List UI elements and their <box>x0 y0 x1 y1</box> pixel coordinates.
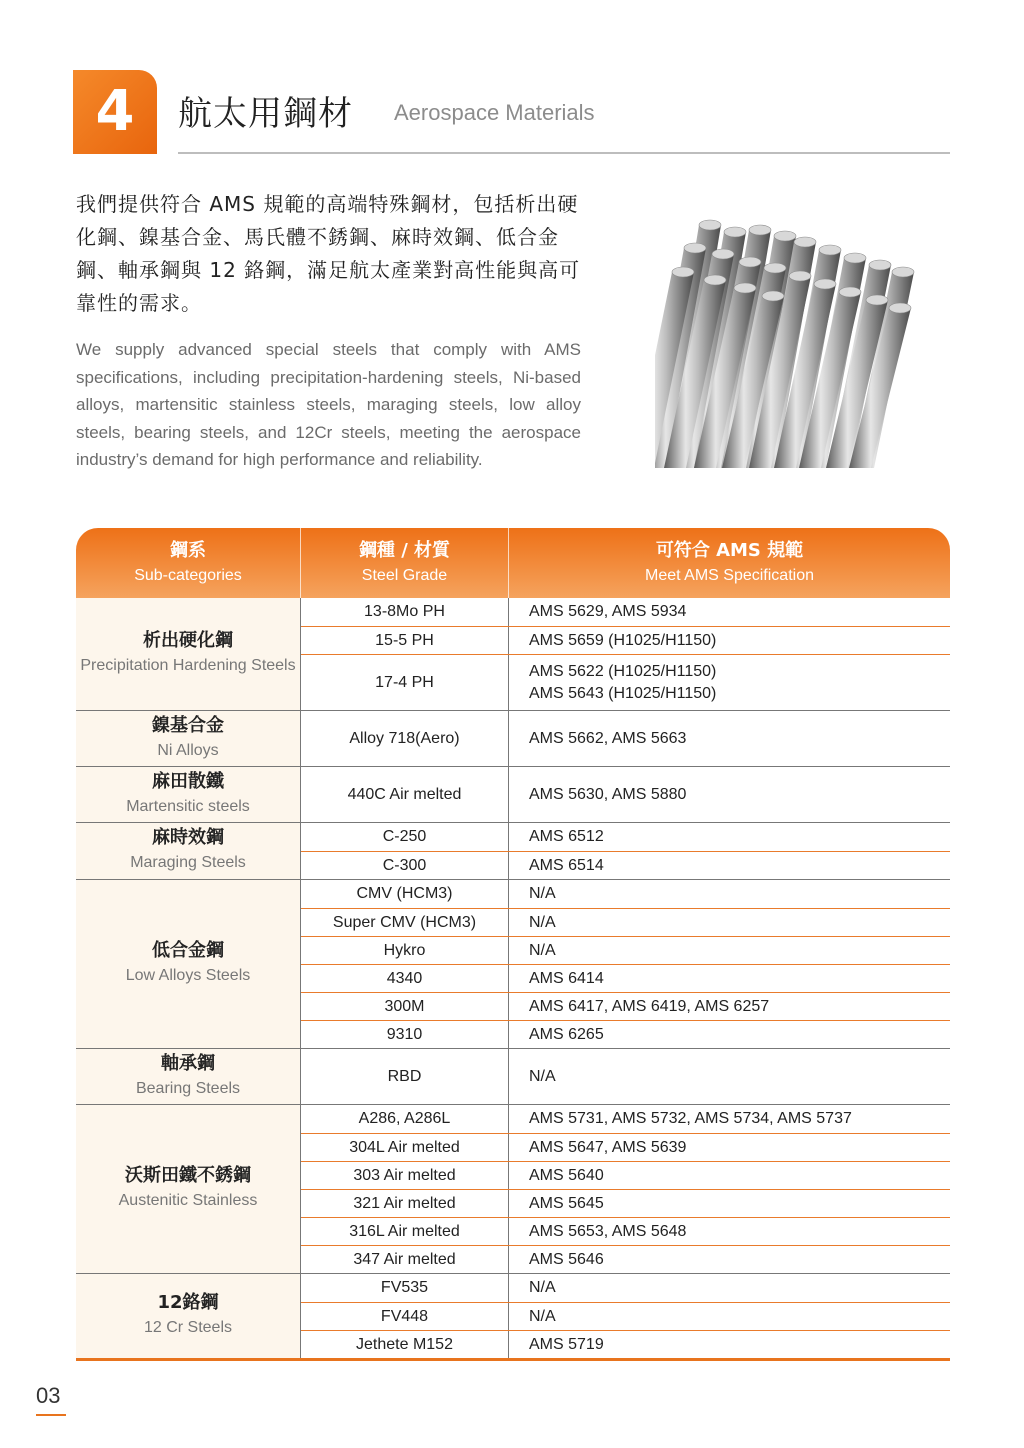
category-name-en: Ni Alloys <box>157 741 219 759</box>
steel-grade-cell: 316L Air melted <box>301 1218 509 1245</box>
ams-spec-line: N/A <box>529 1307 556 1325</box>
category-group <box>76 1048 950 1104</box>
steel-grade-cell: 440C Air melted <box>301 767 509 822</box>
ams-spec-line: AMS 5622 (H1025/H1150) <box>529 662 717 680</box>
header-steel-grade: 鋼種 / 材質 Steel Grade <box>301 528 509 598</box>
ams-spec-line: AMS 5731, AMS 5732, AMS 5734, AMS 5737 <box>529 1110 852 1127</box>
steel-rod-end <box>889 303 911 313</box>
steel-rod-end <box>794 237 816 247</box>
ams-spec-line: AMS 6512 <box>529 828 604 845</box>
table-row <box>301 880 950 908</box>
category-group <box>76 766 950 822</box>
ams-spec-cell <box>509 1274 950 1302</box>
table-row <box>301 1161 950 1189</box>
ams-spec-line: N/A <box>529 941 556 959</box>
category-name-zh: 12鉻鋼 <box>157 1292 219 1313</box>
ams-spec-line: AMS 5653, AMS 5648 <box>529 1222 687 1240</box>
category-group <box>76 1273 950 1358</box>
category-cell <box>76 598 301 710</box>
category-group <box>76 822 950 879</box>
ams-spec-cell <box>509 1021 950 1048</box>
ams-spec-cell <box>509 852 950 879</box>
steel-grade-cell: Alloy 718(Aero) <box>301 711 509 766</box>
table-row <box>301 1105 950 1133</box>
table-row <box>301 598 950 626</box>
steel-rod-end <box>819 245 841 255</box>
section-number-badge: 4 <box>73 70 157 154</box>
ams-spec-cell <box>509 711 950 766</box>
table-row <box>301 711 950 766</box>
ams-spec-cell <box>509 823 950 851</box>
steel-rod-end <box>734 283 756 293</box>
ams-spec-cell <box>509 1246 950 1273</box>
category-name-zh: 麻時效鋼 <box>152 827 224 848</box>
steel-rod-end <box>892 267 914 277</box>
category-cell <box>76 1105 301 1273</box>
category-group <box>76 1104 950 1273</box>
page-number: 03 <box>36 1383 61 1408</box>
ams-spec-line: N/A <box>529 1279 556 1296</box>
steel-rod-end <box>774 231 796 241</box>
ams-spec-line: AMS 6414 <box>529 969 604 987</box>
category-name-zh: 沃斯田鐵不銹鋼 <box>125 1165 251 1186</box>
category-name-zh: 低合金鋼 <box>152 940 224 961</box>
ams-spec-cell <box>509 627 950 654</box>
ams-spec-cell <box>509 880 950 908</box>
steel-grade-cell: 9310 <box>301 1021 509 1048</box>
steel-rod-end <box>712 249 734 259</box>
ams-spec-cell <box>509 1105 950 1133</box>
ams-spec-line: N/A <box>529 1067 556 1085</box>
ams-spec-cell <box>509 655 950 710</box>
steel-rod-end <box>724 227 746 237</box>
ams-spec-cell <box>509 1049 950 1104</box>
steel-rod-end <box>672 267 694 277</box>
steel-grade-cell: Hykro <box>301 937 509 964</box>
ams-spec-line: AMS 6417, AMS 6419, AMS 6257 <box>529 997 770 1015</box>
category-name-en: 12 Cr Steels <box>143 1319 233 1336</box>
steel-grade-cell: 300M <box>301 993 509 1020</box>
table-row <box>301 1330 950 1358</box>
ams-spec-cell <box>509 1218 950 1245</box>
steel-grade-cell: 17-4 PH <box>301 655 509 710</box>
ams-spec-cell <box>509 965 950 992</box>
steel-grade-cell: C-250 <box>301 823 509 851</box>
table-row <box>301 626 950 654</box>
steel-grade-cell: C-300 <box>301 852 509 879</box>
category-cell <box>76 1049 301 1104</box>
table-row <box>301 1217 950 1245</box>
steel-grade-cell: A286, A286L <box>301 1105 509 1133</box>
ams-spec-line: AMS 6265 <box>529 1025 604 1043</box>
table-row <box>301 1020 950 1048</box>
ams-spec-cell <box>509 937 950 964</box>
ams-spec-line: AMS 5646 <box>529 1250 604 1268</box>
steel-grade-cell: CMV (HCM3) <box>301 880 509 908</box>
ams-spec-line: AMS 6514 <box>529 856 604 874</box>
ams-spec-cell <box>509 1190 950 1217</box>
page-subtitle: Aerospace Materials <box>394 100 595 125</box>
steel-rod-end <box>749 225 771 235</box>
ams-spec-line: AMS 5629, AMS 5934 <box>529 603 687 620</box>
steel-rod-end <box>739 257 761 267</box>
category-cell <box>76 823 301 879</box>
table-row <box>301 1274 950 1302</box>
steel-rod-end <box>866 295 888 305</box>
table-row <box>301 992 950 1020</box>
ams-spec-line: N/A <box>529 885 556 902</box>
steel-grade-cell: RBD <box>301 1049 509 1104</box>
category-name-en: Austenitic Stainless <box>118 1192 258 1209</box>
title-divider <box>178 152 950 154</box>
steel-grade-cell: 15-5 PH <box>301 627 509 654</box>
ams-spec-cell <box>509 909 950 936</box>
category-cell <box>76 1274 301 1358</box>
steel-grade-cell: 303 Air melted <box>301 1162 509 1189</box>
steel-rod-end <box>764 263 786 273</box>
header-ams-spec: 可符合 AMS 規範 Meet AMS Specification <box>645 540 814 584</box>
steel-rod-end <box>814 279 836 289</box>
category-name-zh: 麻田散鐵 <box>152 770 224 792</box>
category-group <box>76 879 950 1048</box>
table-header <box>76 528 950 598</box>
ams-spec-cell <box>509 1303 950 1330</box>
table-row <box>301 1245 950 1273</box>
header-subcategories: 鋼系 Sub-categories <box>76 528 301 598</box>
steel-grade-cell: Jethete M152 <box>301 1331 509 1358</box>
category-name-zh: 鎳基合金 <box>152 714 224 736</box>
table-row <box>301 823 950 851</box>
steel-rod-end <box>704 275 726 285</box>
intro-chinese: 我們提供符合 AMS 規範的高端特殊鋼材，包括析出硬化鋼、鎳基合金、馬氏體不銹鋼、麻時效鋼、低合金鋼、軸承鋼與 12 鉻鋼，滿足航太產業對高性能與高可靠性的需求。 <box>76 192 581 315</box>
page-number-underline <box>36 1414 66 1416</box>
ams-spec-line: N/A <box>529 913 556 931</box>
category-name-en: Maraging Steels <box>130 854 246 871</box>
steel-rod-end <box>839 287 861 297</box>
steel-bars-photo <box>655 210 920 468</box>
ams-spec-cell <box>509 1162 950 1189</box>
ams-spec-line: AMS 5645 <box>529 1194 604 1212</box>
steel-rod-end <box>684 243 706 253</box>
steel-rod-end <box>762 291 784 301</box>
category-cell <box>76 767 301 822</box>
steel-rod-end <box>869 260 891 270</box>
category-name-en: Low Alloys Steels <box>125 967 251 984</box>
ams-spec-line: AMS 5719 <box>529 1335 604 1353</box>
category-name-en: Martensitic steels <box>126 797 250 815</box>
steel-grade-cell: FV448 <box>301 1303 509 1330</box>
table-row <box>301 964 950 992</box>
table-row <box>301 1049 950 1104</box>
category-cell <box>76 711 301 766</box>
steel-grade-cell: 4340 <box>301 965 509 992</box>
ams-spec-line: AMS 5640 <box>529 1166 604 1184</box>
table-row <box>301 851 950 879</box>
steel-grade-cell: 321 Air melted <box>301 1190 509 1217</box>
ams-spec-line: AMS 5662, AMS 5663 <box>529 729 687 747</box>
ams-spec-cell <box>509 1331 950 1358</box>
steel-rod-end <box>789 271 811 281</box>
category-name-en: Bearing Steels <box>135 1079 241 1097</box>
ams-spec-line: AMS 5630, AMS 5880 <box>529 785 687 803</box>
table-row <box>301 1302 950 1330</box>
steel-rod-end <box>844 253 866 263</box>
steel-grade-cell: 304L Air melted <box>301 1134 509 1161</box>
category-group <box>76 598 950 710</box>
steel-rod-end <box>699 220 721 230</box>
steel-grade-cell: Super CMV (HCM3) <box>301 909 509 936</box>
table-row <box>301 936 950 964</box>
ams-spec-line: AMS 5643 (H1025/H1150) <box>529 684 717 702</box>
page-title: 航太用鋼材 <box>178 94 353 134</box>
steel-grade-cell: 347 Air melted <box>301 1246 509 1273</box>
intro-english: We supply advanced special steels that comply with AMS specifications, including precipitation-hardening steels, Ni-based alloys, martensitic stainless steels, maraging steels, low alloy steels, bearing steels, and 12Cr steels, meeting the aerospace industry’s demand for high performance and reliability. <box>76 340 581 469</box>
steel-grade-cell: 13-8Mo PH <box>301 598 509 626</box>
ams-spec-cell <box>509 598 950 626</box>
steel-grade-cell: FV535 <box>301 1274 509 1302</box>
ams-spec-cell <box>509 767 950 822</box>
table-row <box>301 1133 950 1161</box>
table-row <box>301 908 950 936</box>
category-name-zh: 軸承鋼 <box>161 1052 215 1074</box>
ams-spec-cell <box>509 1134 950 1161</box>
category-name-zh: 析出硬化鋼 <box>143 630 233 651</box>
ams-spec-line: AMS 5647, AMS 5639 <box>529 1138 687 1156</box>
category-name-en: Precipitation Hardening Steels <box>80 657 296 674</box>
table-row <box>301 1189 950 1217</box>
table-body <box>76 598 950 1358</box>
category-cell <box>76 880 301 1048</box>
aerospace-materials-table <box>76 528 950 1361</box>
table-row <box>301 767 950 822</box>
ams-spec-line: AMS 5659 (H1025/H1150) <box>529 631 717 649</box>
category-group <box>76 710 950 766</box>
table-row <box>301 654 950 710</box>
table-bottom-rule <box>76 1358 950 1361</box>
ams-spec-cell <box>509 993 950 1020</box>
